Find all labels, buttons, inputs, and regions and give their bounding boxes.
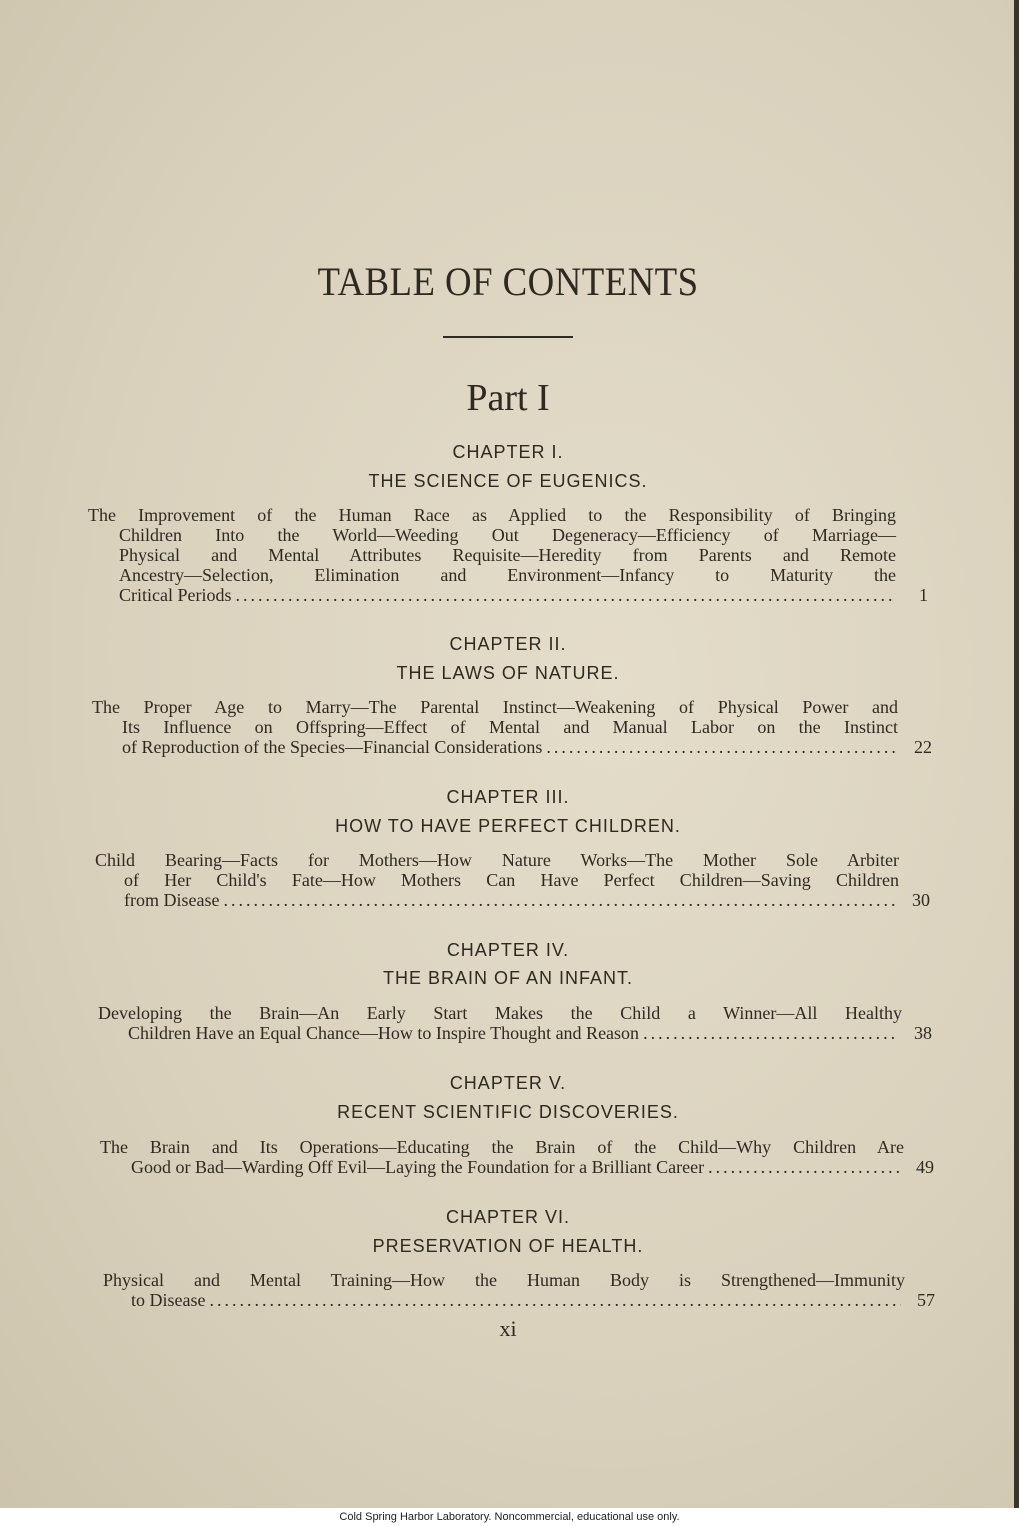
page-number-link[interactable]: 1: [919, 585, 928, 605]
credit-footer: Cold Spring Harbor Laboratory. Noncommercial, educational use only.: [0, 1508, 1019, 1526]
summary-line: of Reproduction of the Species—Financial Considerations: [122, 737, 543, 757]
chapter-summary: [88, 505, 928, 605]
summary-last-line: [122, 737, 932, 757]
chapter-number: CHAPTER III.: [446, 787, 570, 807]
chapter-summary: [92, 697, 932, 757]
chapter-title: THE BRAIN OF AN INFANT.: [382, 968, 634, 988]
chapter-title: HOW TO HAVE PERFECT CHILDREN.: [335, 816, 681, 836]
page-number-link[interactable]: 22: [914, 737, 932, 757]
page-number-link[interactable]: 30: [912, 890, 930, 910]
summary-last-line: [131, 1290, 935, 1310]
summary-line: Ancestry—Selection, Elimination and Environment—Infancy to Maturity the: [119, 565, 896, 585]
chapter-title: RECENT SCIENTIFIC DISCOVERIES.: [337, 1102, 679, 1122]
summary-line: Physical and Mental Training—How the Human Body is Strengthened—Immunity: [103, 1270, 905, 1290]
page-folio: xi: [499, 1316, 517, 1341]
chapter-number: CHAPTER VI.: [445, 1207, 571, 1227]
chapter-number: CHAPTER IV.: [446, 940, 570, 960]
dot-leader: [708, 1157, 900, 1177]
chapter-number: CHAPTER I.: [452, 442, 564, 462]
page-number-link[interactable]: 57: [917, 1290, 935, 1310]
dot-leader: [546, 737, 898, 757]
summary-line: Good or Bad—Warding Off Evil—Laying the Foundation for a Brilliant Career: [131, 1157, 705, 1177]
dot-leader: [643, 1023, 898, 1043]
chapter-number: CHAPTER V.: [449, 1073, 567, 1093]
part-heading: Part I: [466, 377, 550, 419]
summary-line: from Disease: [124, 890, 220, 910]
summary-line: Physical and Mental Attributes Requisite—Heredity from Parents and Remote: [119, 545, 896, 565]
chapter-number: CHAPTER II.: [449, 634, 567, 654]
page-number-link[interactable]: 49: [916, 1157, 934, 1177]
summary-line: Developing the Brain—An Early Start Makes the Child a Winner—All Healthy: [98, 1003, 902, 1023]
page-title: TABLE OF CONTENTS: [317, 259, 699, 304]
dot-leader: [209, 1290, 901, 1310]
chapter-title: THE SCIENCE OF EUGENICS.: [368, 471, 648, 491]
dot-leader: [235, 585, 894, 605]
chapter-summary: [103, 1270, 943, 1310]
summary-line: of Her Child's Fate—How Mothers Can Have Perfect Children—Saving Children: [124, 870, 899, 890]
summary-line: Children Into the World—Weeding Out Degeneracy—Efficiency of Marriage—: [119, 525, 896, 545]
dot-leader: [223, 890, 896, 910]
summary-last-line: [124, 890, 930, 910]
chapter-summary: [95, 850, 935, 910]
chapter-summary: [98, 1003, 938, 1043]
summary-last-line: [128, 1023, 932, 1043]
summary-line: The Improvement of the Human Race as Applied to the Responsibility of Bringing: [88, 505, 896, 525]
summary-line: Its Influence on Offspring—Effect of Mental and Manual Labor on the Instinct: [122, 717, 898, 737]
summary-line: The Proper Age to Marry—The Parental Instinct—Weakening of Physical Power and: [92, 697, 898, 717]
summary-line: The Brain and Its Operations—Educating the Brain of the Child—Why Children Are: [100, 1137, 904, 1157]
summary-line: Critical Periods: [119, 585, 232, 605]
summary-last-line: [119, 585, 928, 605]
chapter-title: PRESERVATION OF HEALTH.: [372, 1236, 644, 1256]
summary-line: to Disease: [131, 1290, 206, 1310]
summary-last-line: [131, 1157, 934, 1177]
chapter-title: THE LAWS OF NATURE.: [396, 663, 620, 683]
chapter-summary: [100, 1137, 940, 1177]
title-rule: [443, 336, 573, 338]
page-edge-shadow: [1014, 0, 1019, 1508]
summary-line: Child Bearing—Facts for Mothers—How Nature Works—The Mother Sole Arbiter: [95, 850, 899, 870]
page-number-link[interactable]: 38: [914, 1023, 932, 1043]
summary-line: Children Have an Equal Chance—How to Inspire Thought and Reason: [128, 1023, 640, 1043]
